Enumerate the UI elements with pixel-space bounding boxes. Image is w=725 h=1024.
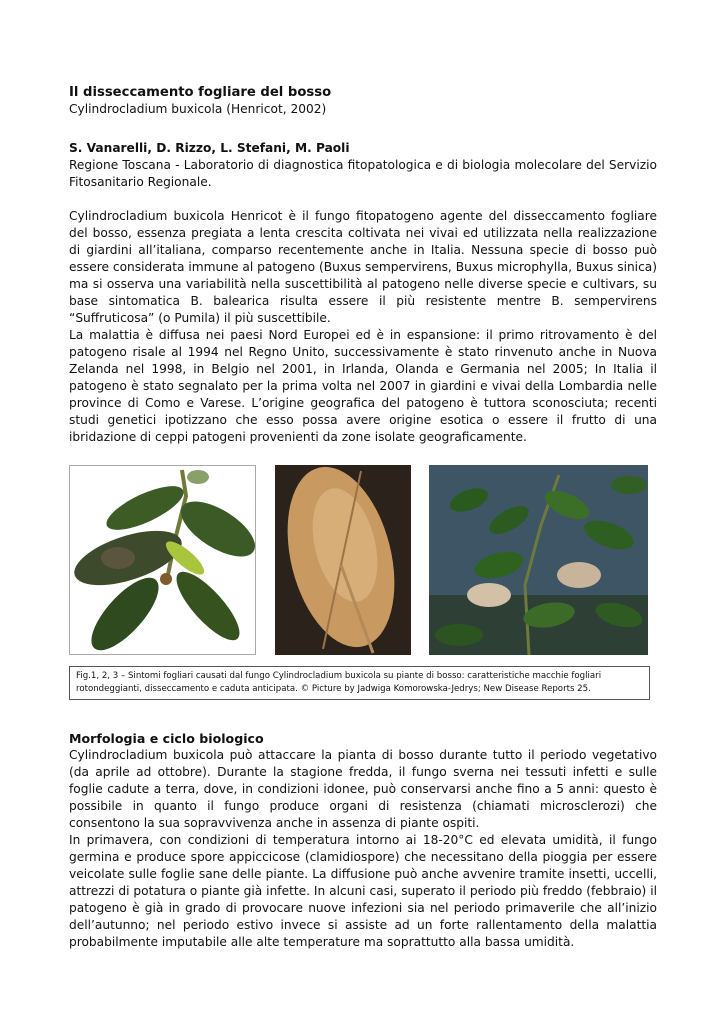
- document-subtitle: Cylindrocladium buxicola (Henricot, 2002): [69, 102, 327, 116]
- figure-1-leaves-photo: [69, 465, 256, 655]
- document-title: Il disseccamento fogliare del bosso: [69, 85, 332, 100]
- section-paragraph-2: In primavera, con condizioni di temperatura intorno ai 18-20°C ed elevata umidità, il fungo germina e produce spore appiccicose (clamidiospore) che necessitano della pioggia per essere veicolate sulle foglie sane delle piante. La diffusione può anche avvenire tramite insetti, uccelli, attrezzi di potatura o piante già infette. In alcuni casi, superato il periodo più freddo (febbraio) il patogeno è già in grado di provocare nuove infezioni sia nel periodo primaverile che all’inizio dell’autunno; nel periodo estivo invece si assiste ad un forte rallentamento della malattia probabilmente imputabile alle alte temperature ma soprattutto alla bassa umidità.: [69, 833, 657, 949]
- intro-paragraph-1: Cylindrocladium buxicola Henricot è il fungo fitopatogeno agente del disseccamento fogliare del bosso, essenza pregiata a lenta crescita coltivata nei vivai ed utilizzata nella realizzazione di giardini all’italiana, comparso recentemente anche in Italia. Nessuna specie di bosso può essere considerata immune al patogeno (Buxus sempervirens, Buxus microphylla, Buxus sinica) ma si osserva una variabilità nella suscettibilità al patogeno nelle diverse specie e cultivars, su base sintomatica B. balearica risulta essere il più resistente mentre B. sempervirens “Suffruticosa” (o Pumila) il più suscettibile.: [69, 209, 657, 325]
- authors: S. Vanarelli, D. Rizzo, L. Stefani, M. Paoli: [69, 141, 350, 155]
- intro-paragraph-2: La malattia è diffusa nei paesi Nord Europei ed è in espansione: il primo ritrovamento è del patogeno risale al 1994 nel Regno Unito, successivamente è stato rinvenuto anche in Nuova Zelanda nel 1998, in Belgio nel 2001, in Irlanda, Olanda e Germania nel 2005; In Italia il patogeno è stato segnalato per la prima volta nel 2007 in giardini e vivai della Lombardia nelle province di Como e Varese. L’origine geografica del patogeno è tuttora sconosciuta; recenti studi genetici ipotizzano che esso possa avere origine esotica o essere il frutto di una ibridazione di ceppi patogeni provenienti da zone isolate geograficamente.: [69, 328, 657, 444]
- figure-caption: Fig.1, 2, 3 – Sintomi fogliari causati dal fungo Cylindrocladium buxicola su piante di bosso: caratteristiche macchie fogliari rotondeggianti, disseccamento e caduta anticipata. © Picture by Jadwiga Komorowska-Jedrys; New Disease Reports 25.: [76, 671, 602, 694]
- section-heading: Morfologia e ciclo biologico: [69, 731, 264, 746]
- figure-2-dried-leaf-photo: [275, 465, 411, 655]
- section-paragraph-1: Cylindrocladium buxicola può attaccare la pianta di bosso durante tutto il periodo vegetativo (da aprile ad ottobre). Durante la stagione fredda, il fungo sverna nei tessuti infetti e sulle foglie cadute a terra, dove, in condizioni idonee, può conservarsi anche fino a 5 anni: questo è possibile in quanto il fungo produce organi di resistenza (chiamati microsclerozi) che consentono la sua sopravvivenza anche in assenza di piante ospiti.: [69, 748, 657, 830]
- figure-row: [69, 465, 657, 655]
- morphology-section: [69, 730, 657, 951]
- affiliation: Regione Toscana - Laboratorio di diagnostica fitopatologica e di biologia molecolare del Servizio Fitosanitario Regionale.: [69, 158, 657, 189]
- document-header: [69, 84, 657, 446]
- figure-caption-box: [69, 666, 650, 700]
- figure-3-branch-photo: [429, 465, 648, 655]
